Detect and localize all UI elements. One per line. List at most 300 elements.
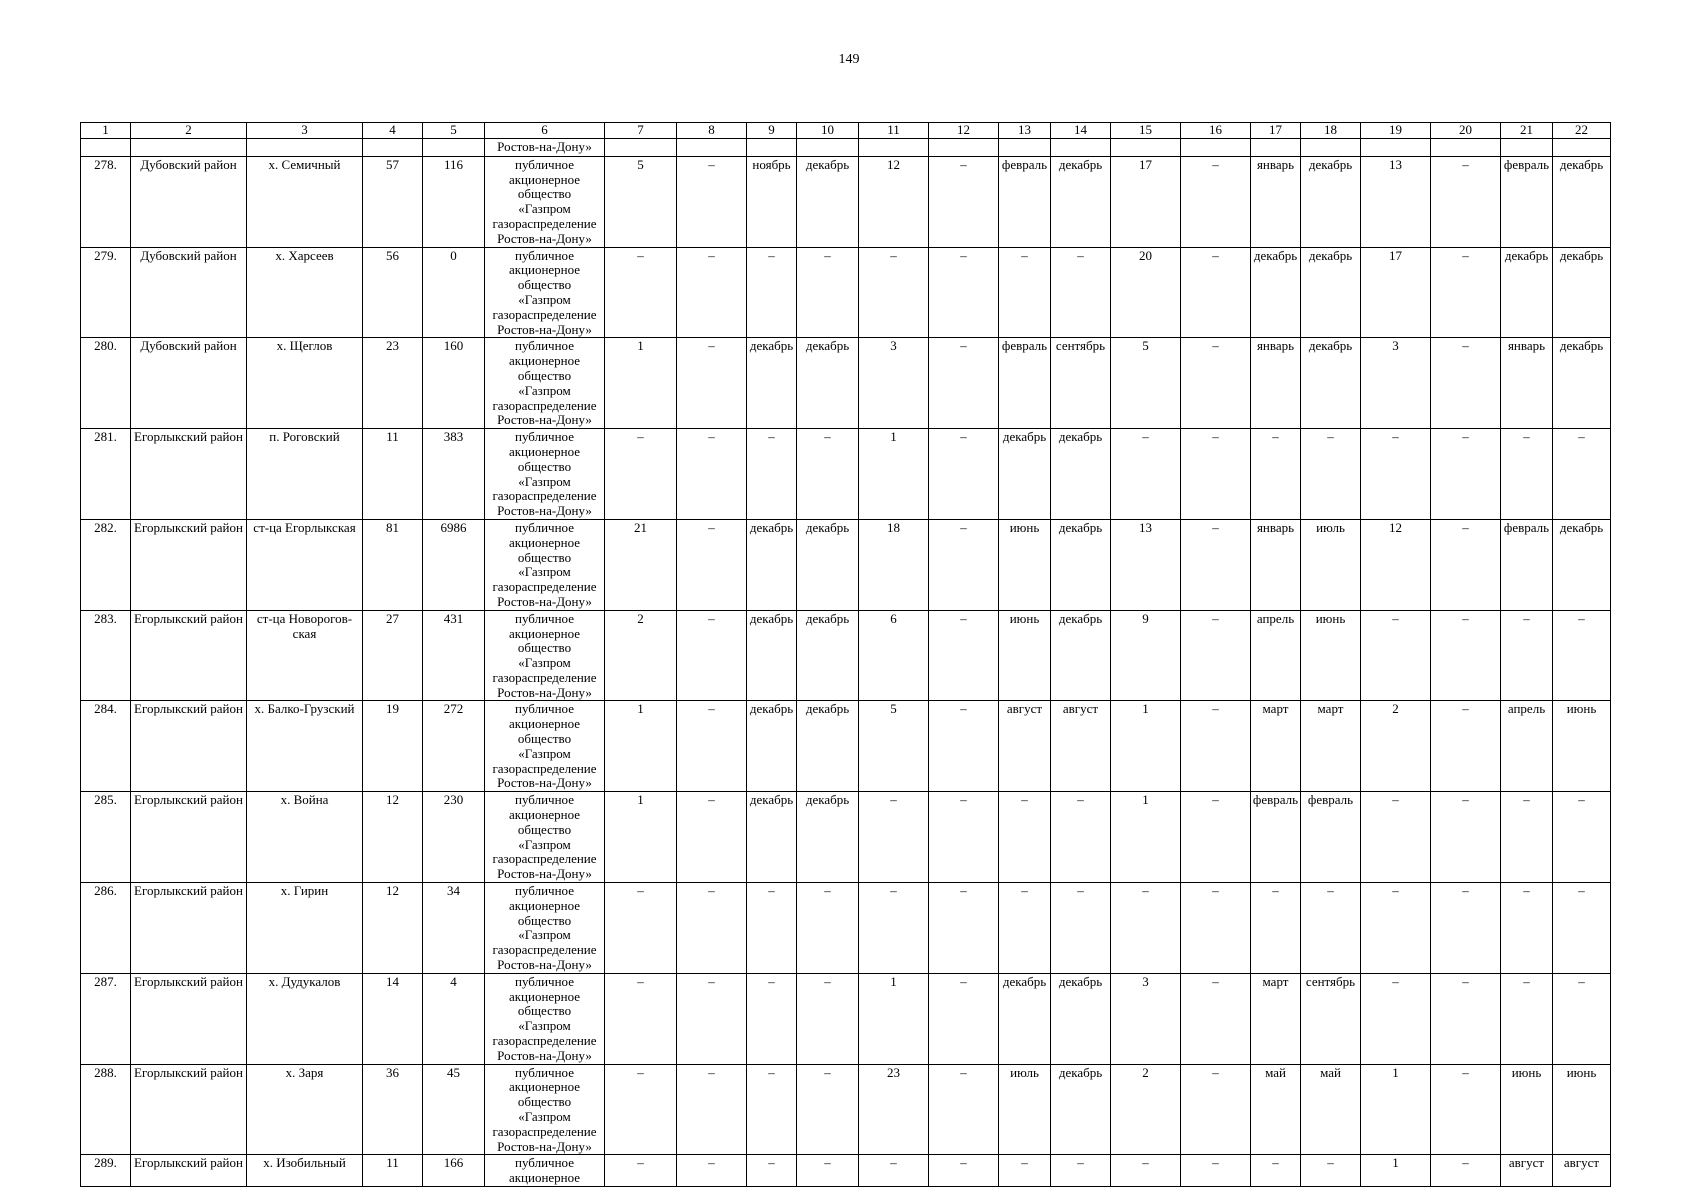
table-cell: – [797, 1155, 859, 1187]
table-cell: – [1431, 701, 1501, 792]
table-cell: февраль [1251, 792, 1301, 883]
table-cell: – [1051, 883, 1111, 974]
table-cell: – [999, 883, 1051, 974]
table-cell: 6 [859, 610, 929, 701]
table-cell: – [677, 973, 747, 1064]
table-cell: 116 [423, 156, 485, 247]
column-number: 1 [81, 123, 131, 139]
column-number: 15 [1111, 123, 1181, 139]
table-cell: март [1251, 701, 1301, 792]
organization-cell: публичное акционерное [485, 1155, 605, 1187]
column-number: 12 [929, 123, 999, 139]
table-cell: декабрь [1301, 247, 1361, 338]
table-cell: – [1181, 519, 1251, 610]
settlement-cell: х. Гирин [247, 883, 363, 974]
row-number: 281. [81, 429, 131, 520]
organization-cell: публичное акционерное общество «Газпром газораспределение Ростов-на-Дону» [485, 1064, 605, 1155]
table-cell: декабрь [1251, 247, 1301, 338]
row-number: 279. [81, 247, 131, 338]
organization-cell: публичное акционерное общество «Газпром газораспределение Ростов-на-Дону» [485, 338, 605, 429]
table-cell: – [1181, 1155, 1251, 1187]
table-cell [1301, 138, 1361, 156]
row-number: 286. [81, 883, 131, 974]
table-cell: декабрь [797, 610, 859, 701]
table-cell: август [1553, 1155, 1611, 1187]
table-cell: – [1181, 701, 1251, 792]
organization-cell: публичное акционерное общество «Газпром газораспределение Ростов-на-Дону» [485, 883, 605, 974]
settlement-cell: х. Война [247, 792, 363, 883]
table-cell: – [929, 883, 999, 974]
table-cell: март [1251, 973, 1301, 1064]
table-cell: – [1361, 792, 1431, 883]
table-cell: апрель [1251, 610, 1301, 701]
table-cell: декабрь [1553, 156, 1611, 247]
table-cell: 431 [423, 610, 485, 701]
settlement-cell: х. Балко-Грузский [247, 701, 363, 792]
table-cell: 1 [605, 338, 677, 429]
table-cell: 57 [363, 156, 423, 247]
table-cell: 5 [605, 156, 677, 247]
table-cell: – [797, 247, 859, 338]
table-cell: – [1553, 973, 1611, 1064]
table-cell: декабрь [1051, 429, 1111, 520]
district-cell: Егорлыкский район [131, 429, 247, 520]
table-cell: 27 [363, 610, 423, 701]
table-cell: – [605, 247, 677, 338]
table-row [81, 610, 1611, 701]
table-cell: – [999, 247, 1051, 338]
table-cell: – [677, 156, 747, 247]
district-cell: Егорлыкский район [131, 701, 247, 792]
column-number-row [81, 123, 1611, 139]
table-cell: 272 [423, 701, 485, 792]
table-cell: 23 [859, 1064, 929, 1155]
settlement-cell: х. Дудукалов [247, 973, 363, 1064]
table-cell: декабрь [1301, 338, 1361, 429]
table-cell: декабрь [797, 338, 859, 429]
table-cell: – [1553, 610, 1611, 701]
table-cell: – [1431, 973, 1501, 1064]
table-cell: декабрь [747, 338, 797, 429]
table-cell [81, 138, 131, 156]
table-cell [999, 138, 1051, 156]
table-cell: февраль [1501, 519, 1553, 610]
settlement-cell: ст-ца Новорогов- ская [247, 610, 363, 701]
table-cell: февраль [999, 338, 1051, 429]
table-cell [1431, 138, 1501, 156]
table-cell: – [1181, 883, 1251, 974]
table-cell: – [1553, 883, 1611, 974]
table-cell: 13 [1111, 519, 1181, 610]
table-cell [1051, 138, 1111, 156]
table-cell: 18 [859, 519, 929, 610]
table-cell: – [1431, 247, 1501, 338]
table-cell: – [1501, 883, 1553, 974]
table-row [81, 973, 1611, 1064]
table-cell: – [1111, 429, 1181, 520]
table-cell: – [1251, 883, 1301, 974]
table-cell: 1 [605, 701, 677, 792]
table-cell: январь [1501, 338, 1553, 429]
settlement-cell: ст-ца Егорлыкская [247, 519, 363, 610]
table-cell: декабрь [747, 792, 797, 883]
table-cell: – [747, 883, 797, 974]
column-number: 3 [247, 123, 363, 139]
column-number: 13 [999, 123, 1051, 139]
table-cell [423, 138, 485, 156]
table-cell: – [1301, 883, 1361, 974]
column-number: 22 [1553, 123, 1611, 139]
table-cell: – [1181, 973, 1251, 1064]
table-cell: – [1111, 883, 1181, 974]
table-cell: – [1051, 1155, 1111, 1187]
table-cell: 34 [423, 883, 485, 974]
table-cell [605, 138, 677, 156]
table-cell: июнь [999, 610, 1051, 701]
column-number: 21 [1501, 123, 1553, 139]
table-cell: декабрь [797, 156, 859, 247]
table-cell: – [1361, 429, 1431, 520]
table-cell: – [1181, 1064, 1251, 1155]
table-cell: август [999, 701, 1051, 792]
table-cell: – [1431, 1064, 1501, 1155]
column-number: 16 [1181, 123, 1251, 139]
column-number: 18 [1301, 123, 1361, 139]
table-cell: 81 [363, 519, 423, 610]
table-cell: – [929, 701, 999, 792]
table-cell: – [797, 973, 859, 1064]
district-cell: Егорлыкский район [131, 610, 247, 701]
table-cell: 45 [423, 1064, 485, 1155]
table-cell: – [1181, 247, 1251, 338]
column-number: 5 [423, 123, 485, 139]
table-cell: август [1501, 1155, 1553, 1187]
table-row [81, 1155, 1611, 1187]
table-row [81, 883, 1611, 974]
table-cell: – [1501, 610, 1553, 701]
table-cell: 1 [1111, 701, 1181, 792]
district-cell: Егорлыкский район [131, 883, 247, 974]
table-cell: – [797, 1064, 859, 1155]
table-cell: декабрь [1553, 519, 1611, 610]
table-cell: – [747, 429, 797, 520]
district-cell: Егорлыкский район [131, 1155, 247, 1187]
table-cell: – [929, 1064, 999, 1155]
table-cell: – [747, 973, 797, 1064]
row-number: 284. [81, 701, 131, 792]
table-cell: – [1431, 519, 1501, 610]
table-cell: – [1301, 429, 1361, 520]
table-row [81, 338, 1611, 429]
table-cell: 9 [1111, 610, 1181, 701]
settlement-cell: х. Семичный [247, 156, 363, 247]
row-number: 278. [81, 156, 131, 247]
table-cell: – [677, 1155, 747, 1187]
district-cell: Егорлыкский район [131, 1064, 247, 1155]
table-cell: 14 [363, 973, 423, 1064]
table-cell: сентябрь [1301, 973, 1361, 1064]
table-cell: май [1301, 1064, 1361, 1155]
table-cell: – [677, 792, 747, 883]
table-cell: – [605, 429, 677, 520]
table-cell: декабрь [1051, 610, 1111, 701]
organization-cell: публичное акционерное общество «Газпром газораспределение Ростов-на-Дону» [485, 973, 605, 1064]
table-cell: 17 [1111, 156, 1181, 247]
table-cell: 13 [1361, 156, 1431, 247]
organization-cell: публичное акционерное общество «Газпром газораспределение Ростов-на-Дону» [485, 156, 605, 247]
organization-cell: публичное акционерное общество «Газпром газораспределение Ростов-на-Дону» [485, 519, 605, 610]
row-number: 287. [81, 973, 131, 1064]
table-cell: 160 [423, 338, 485, 429]
table-cell: июль [1301, 519, 1361, 610]
table-cell: июнь [1553, 701, 1611, 792]
table-cell: – [677, 610, 747, 701]
table-cell: – [747, 247, 797, 338]
table-cell: – [677, 338, 747, 429]
table-cell: июнь [1301, 610, 1361, 701]
table-row [81, 247, 1611, 338]
table-cell: 230 [423, 792, 485, 883]
table-cell: март [1301, 701, 1361, 792]
table-cell: – [859, 792, 929, 883]
table-cell: май [1251, 1064, 1301, 1155]
district-cell: Дубовский район [131, 156, 247, 247]
table-cell: – [1181, 338, 1251, 429]
table-cell: – [929, 247, 999, 338]
table-cell: февраль [1501, 156, 1553, 247]
table-cell: 12 [363, 883, 423, 974]
table-cell: – [1301, 1155, 1361, 1187]
table-cell: – [1431, 883, 1501, 974]
table-cell: – [1251, 1155, 1301, 1187]
table-cell: – [1181, 792, 1251, 883]
table-cell: декабрь [1051, 156, 1111, 247]
table-cell: – [859, 247, 929, 338]
district-cell: Егорлыкский район [131, 792, 247, 883]
table-cell: – [677, 883, 747, 974]
table-cell: – [1501, 429, 1553, 520]
table-cell: – [929, 519, 999, 610]
table-cell: – [929, 1155, 999, 1187]
table-cell: январь [1251, 338, 1301, 429]
settlement-cell: х. Заря [247, 1064, 363, 1155]
table-cell: – [859, 883, 929, 974]
table-cell: 4 [423, 973, 485, 1064]
table-cell: – [929, 973, 999, 1064]
settlement-cell: п. Роговский [247, 429, 363, 520]
table-cell: 11 [363, 1155, 423, 1187]
table-cell: – [929, 610, 999, 701]
table-cell [1501, 138, 1553, 156]
table-cell: декабрь [1553, 338, 1611, 429]
table-cell: – [1051, 247, 1111, 338]
organization-cell: публичное акционерное общество «Газпром газораспределение Ростов-на-Дону» [485, 701, 605, 792]
table-row [81, 792, 1611, 883]
settlement-cell: х. Харсеев [247, 247, 363, 338]
table-cell: – [605, 1064, 677, 1155]
table-cell: декабрь [797, 519, 859, 610]
table-cell: 1 [1361, 1155, 1431, 1187]
table-cell: – [1553, 429, 1611, 520]
table-cell: 1 [859, 429, 929, 520]
schedule-table [80, 122, 1611, 1187]
table-cell: 56 [363, 247, 423, 338]
table-cell: 6986 [423, 519, 485, 610]
table-cell [747, 138, 797, 156]
column-number: 14 [1051, 123, 1111, 139]
table-cell [131, 138, 247, 156]
table-cell: – [797, 429, 859, 520]
table-cell: декабрь [1051, 519, 1111, 610]
table-cell: ноябрь [747, 156, 797, 247]
column-number: 8 [677, 123, 747, 139]
table-cell [1361, 138, 1431, 156]
table-cell: 3 [859, 338, 929, 429]
table-cell: декабрь [747, 610, 797, 701]
table-cell: – [677, 1064, 747, 1155]
table-cell: – [1181, 610, 1251, 701]
table-cell: 12 [859, 156, 929, 247]
table-cell: 21 [605, 519, 677, 610]
table-cell: – [1181, 156, 1251, 247]
table-cell: – [605, 973, 677, 1064]
organization-cell: Ростов-на-Дону» [485, 138, 605, 156]
table-cell: декабрь [797, 792, 859, 883]
table-row [81, 429, 1611, 520]
table-cell: – [1431, 338, 1501, 429]
table-cell: декабрь [747, 519, 797, 610]
table-cell: – [999, 792, 1051, 883]
table-cell: декабрь [1501, 247, 1553, 338]
table-cell [1251, 138, 1301, 156]
table-cell: – [1431, 1155, 1501, 1187]
table-cell: 17 [1361, 247, 1431, 338]
organization-cell: публичное акционерное общество «Газпром газораспределение Ростов-на-Дону» [485, 792, 605, 883]
row-number: 285. [81, 792, 131, 883]
table-cell: – [1501, 792, 1553, 883]
table-cell [859, 138, 929, 156]
district-cell: Дубовский район [131, 338, 247, 429]
table-cell: 166 [423, 1155, 485, 1187]
table-cell: – [1111, 1155, 1181, 1187]
column-number: 10 [797, 123, 859, 139]
table-cell: декабрь [747, 701, 797, 792]
district-cell: Дубовский район [131, 247, 247, 338]
organization-cell: публичное акционерное общество «Газпром газораспределение Ростов-на-Дону» [485, 429, 605, 520]
table-cell: – [677, 247, 747, 338]
table-cell [1111, 138, 1181, 156]
table-cell: 19 [363, 701, 423, 792]
table-cell: 36 [363, 1064, 423, 1155]
table-cell: – [1431, 610, 1501, 701]
table-cell: 2 [605, 610, 677, 701]
row-number: 283. [81, 610, 131, 701]
table-cell: – [1431, 792, 1501, 883]
table-cell [797, 138, 859, 156]
table-cell: – [605, 883, 677, 974]
table-cell: 383 [423, 429, 485, 520]
table-cell: – [605, 1155, 677, 1187]
row-number: 289. [81, 1155, 131, 1187]
table-cell: декабрь [1301, 156, 1361, 247]
table-cell [247, 138, 363, 156]
table-cell: – [1361, 973, 1431, 1064]
table-cell: – [929, 792, 999, 883]
table-cell: 3 [1111, 973, 1181, 1064]
table-cell: – [1361, 883, 1431, 974]
table-cell: – [677, 519, 747, 610]
table-row [81, 1064, 1611, 1155]
table-row [81, 701, 1611, 792]
table-cell: 0 [423, 247, 485, 338]
district-cell: Егорлыкский район [131, 973, 247, 1064]
table-cell: – [1051, 792, 1111, 883]
table-row [81, 519, 1611, 610]
table-cell: – [1553, 792, 1611, 883]
table-cell: – [929, 429, 999, 520]
column-number: 19 [1361, 123, 1431, 139]
table-cell: декабрь [797, 701, 859, 792]
table-cell: август [1051, 701, 1111, 792]
page-number: 149 [838, 52, 860, 67]
organization-cell: публичное акционерное общество «Газпром газораспределение Ростов-на-Дону» [485, 247, 605, 338]
organization-cell: публичное акционерное общество «Газпром газораспределение Ростов-на-Дону» [485, 610, 605, 701]
column-number: 20 [1431, 123, 1501, 139]
table-cell: декабрь [999, 429, 1051, 520]
table-cell: декабрь [1051, 973, 1111, 1064]
row-number: 280. [81, 338, 131, 429]
table-cell: – [1181, 429, 1251, 520]
table-cell: декабрь [1553, 247, 1611, 338]
table-cell: – [1431, 156, 1501, 247]
table-cell: 11 [363, 429, 423, 520]
column-number: 2 [131, 123, 247, 139]
column-number: 7 [605, 123, 677, 139]
table-cell: – [1431, 429, 1501, 520]
table-cell: 20 [1111, 247, 1181, 338]
table-cell: декабрь [999, 973, 1051, 1064]
table-cell: июнь [1501, 1064, 1553, 1155]
table-cell: – [929, 156, 999, 247]
table-cell: – [677, 701, 747, 792]
table-cell [1553, 138, 1611, 156]
table-cell: декабрь [1051, 1064, 1111, 1155]
table-cell: – [999, 1155, 1051, 1187]
settlement-cell: х. Щеглов [247, 338, 363, 429]
table-cell: 1 [859, 973, 929, 1064]
district-cell: Егорлыкский район [131, 519, 247, 610]
column-number: 11 [859, 123, 929, 139]
table-cell: – [929, 338, 999, 429]
table-cell: 5 [1111, 338, 1181, 429]
table-cell: июнь [999, 519, 1051, 610]
column-number: 17 [1251, 123, 1301, 139]
table-row [81, 156, 1611, 247]
column-number: 4 [363, 123, 423, 139]
row-number: 288. [81, 1064, 131, 1155]
table-cell: июль [999, 1064, 1051, 1155]
table-cell: 3 [1361, 338, 1431, 429]
table-cell: 12 [363, 792, 423, 883]
table-cell: – [1361, 610, 1431, 701]
table-cell [1181, 138, 1251, 156]
continuation-row [81, 138, 1611, 156]
table-cell: 1 [1111, 792, 1181, 883]
table-cell: – [747, 1064, 797, 1155]
table-cell: 5 [859, 701, 929, 792]
table-cell: – [797, 883, 859, 974]
table-cell: февраль [1301, 792, 1361, 883]
